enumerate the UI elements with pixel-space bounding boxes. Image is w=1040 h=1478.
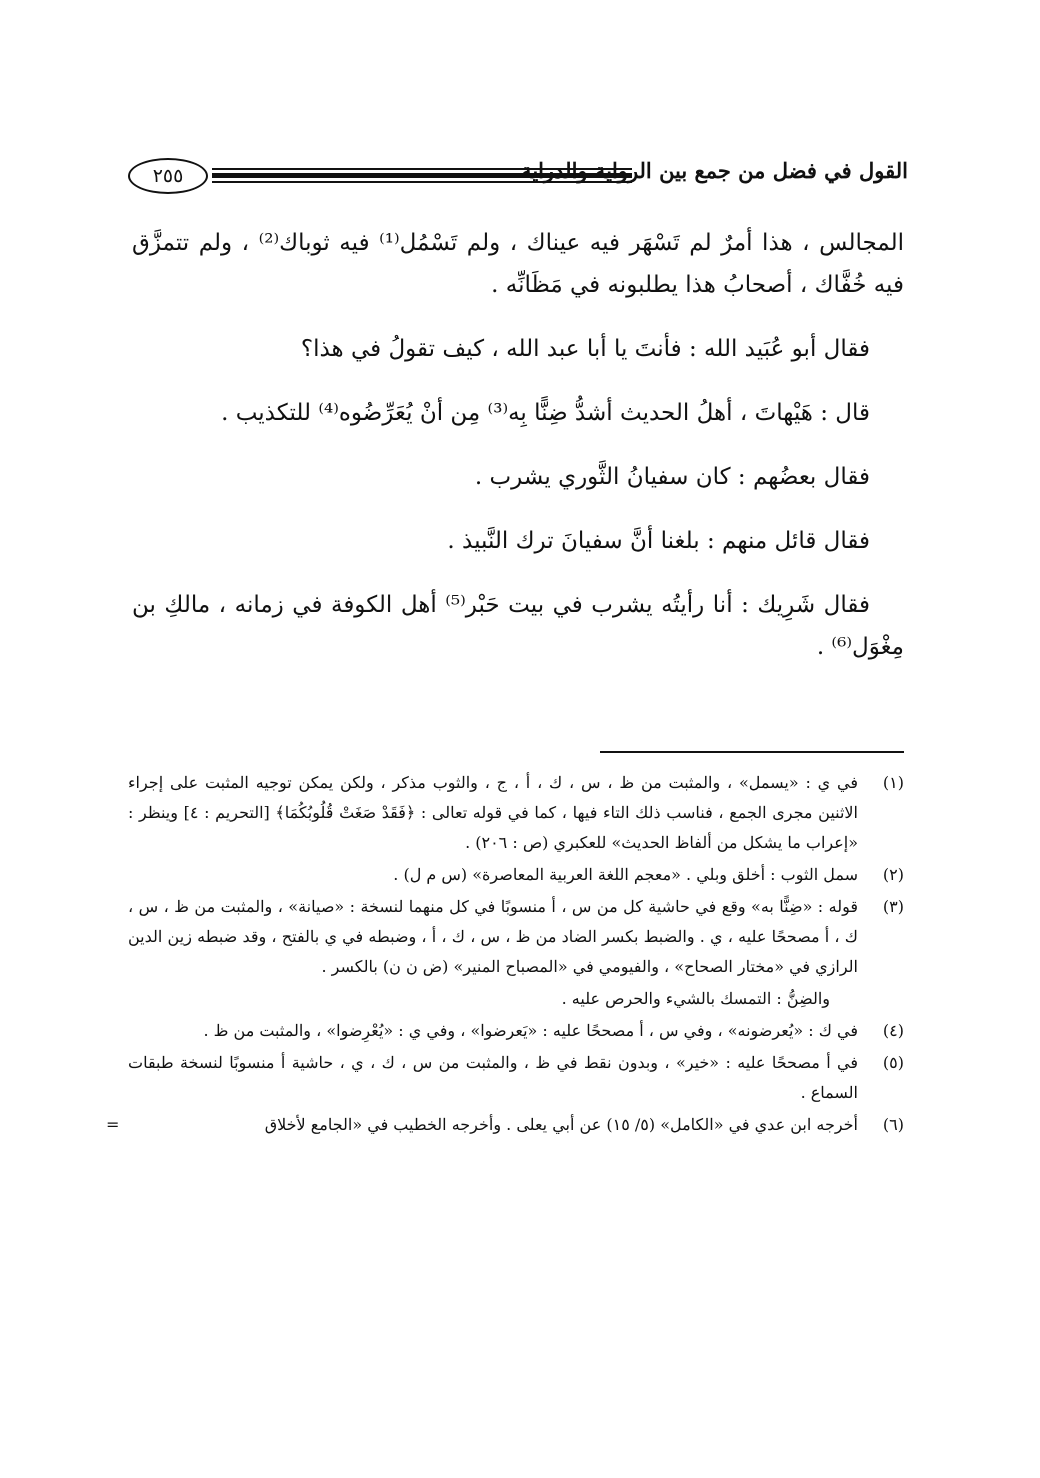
- footnote-text: في أ مصححًا عليه : «خير» ، وبدون نقط في ظ ، والمثبت من س ، ك ، ي ، حاشية أ منسوبًا لنسخة طبقات السماع .: [128, 1053, 858, 1102]
- footnote: [128, 892, 904, 982]
- footnote: [128, 860, 904, 890]
- page-number-badge: [128, 158, 208, 194]
- footnote: [128, 1016, 904, 1046]
- paragraph: فقال أبو عُبَيد الله : فأنتَ يا أبا عبد الله ، كيف تقولُ في هذا؟: [300, 336, 870, 362]
- paragraph: قال : هَيْهاتَ ، أهلُ الحديث أشدُّ ضِنًّا بِه⁽³⁾ مِن أنْ يُعَرِّضُوه⁽⁴⁾ للتكذيب .: [221, 400, 870, 426]
- footnote-number: (١): [882, 773, 904, 792]
- paragraph: فقال قائل منهم : بلغنا أنَّ سفيانَ ترك النَّبيذ .: [447, 528, 870, 554]
- footnote-text: في ك : «يُعرضونه» ، وفي س ، أ مصححًا عليه : «يَعرضوا» ، وفي ي : «يُعْرِضوا» ، والمثبت من ظ .: [203, 1021, 858, 1040]
- running-title: القول في فضل من جمع بين الرواية والدراية: [521, 158, 908, 183]
- footnote-number: (٤): [882, 1021, 904, 1040]
- footnote: [128, 1048, 904, 1108]
- footnote-text: أخرجه ابن عدي في «الكامل» (٥/ ١٥) عن أبي يعلى . وأخرجه الخطيب في «الجامع لأخلاق: [264, 1115, 858, 1134]
- footnote-continuation: [128, 984, 904, 1014]
- footnote-number: (٣): [882, 897, 904, 916]
- paragraph: فقال شَرِيك : أنا رأيتُه يشرب في بيت حَبْر⁽⁵⁾ أهل الكوفة في زمانه ، مالكِ بن مِغْوَل⁽⁶⁾ .: [132, 592, 904, 660]
- continuation-mark: =: [106, 1115, 120, 1134]
- footnote: [128, 768, 904, 858]
- page-header: [128, 152, 908, 202]
- footnote-number: (٥): [882, 1053, 904, 1072]
- footnote-number: (٢): [882, 865, 904, 884]
- footnote-separator: [600, 751, 904, 753]
- paragraph: فقال بعضُهم : كان سفيانُ الثَّوري يشرب .: [474, 464, 870, 490]
- main-text: [132, 222, 904, 668]
- paragraph: المجالس ، هذا أمرٌ لم تَسْهَر فيه عيناك ، ولم تَسْمُل⁽¹⁾ فيه ثوباك⁽²⁾ ، ولم تتمزَّق فيه خُفَّاك ، أصحابُ هذا يطلبونه في مَظَانِّه .: [132, 230, 904, 298]
- footnote: [106, 1110, 904, 1140]
- footnote-text: في ي : «يسمل» ، والمثبت من ظ ، س ، ك ، أ ، ج ، والثوب مذكر ، ولكن يمكن توجيه المثبت على إجراء الاثنين مجرى الجمع ، فناسب ذلك التاء فيها ، كما في قوله تعالى : ﴿فَقَدْ صَغَتْ قُلُوبُكُمَا﴾ [التحريم : ٤] وينظر : «إعراب ما يشكل من ألفاظ الحديث» للعكبري (ص : ٢٠٦) .: [128, 773, 858, 852]
- page-number: ٢٥٥: [152, 165, 184, 187]
- footnote-text: قوله : «ضِنًّا به» وقع في حاشية كل من س ، أ منسوبًا في كل منهما لنسخة : «صيانة» ، والمثبت من ظ ، س ، ك ، أ مصححًا عليه ، ي . والضبط بكسر الضاد من ظ ، س ، ك ، أ ، وضبطه في ي بالفتح ، وقد ضبطه زين الدين الرازي في «مختار الصحاح» ، والفيومي في «المصباح المنير» (ض ن ن) بالكسر .: [128, 897, 859, 976]
- footnote-text: سمل الثوب : أخلق وبلي . «معجم اللغة العربية المعاصرة» (س م ل) .: [393, 865, 858, 884]
- footnote-number: (٦): [882, 1115, 904, 1134]
- footnotes: [106, 768, 904, 1142]
- footnote-text: والضِنُّ : التمسك بالشيء والحرص عليه .: [561, 989, 830, 1008]
